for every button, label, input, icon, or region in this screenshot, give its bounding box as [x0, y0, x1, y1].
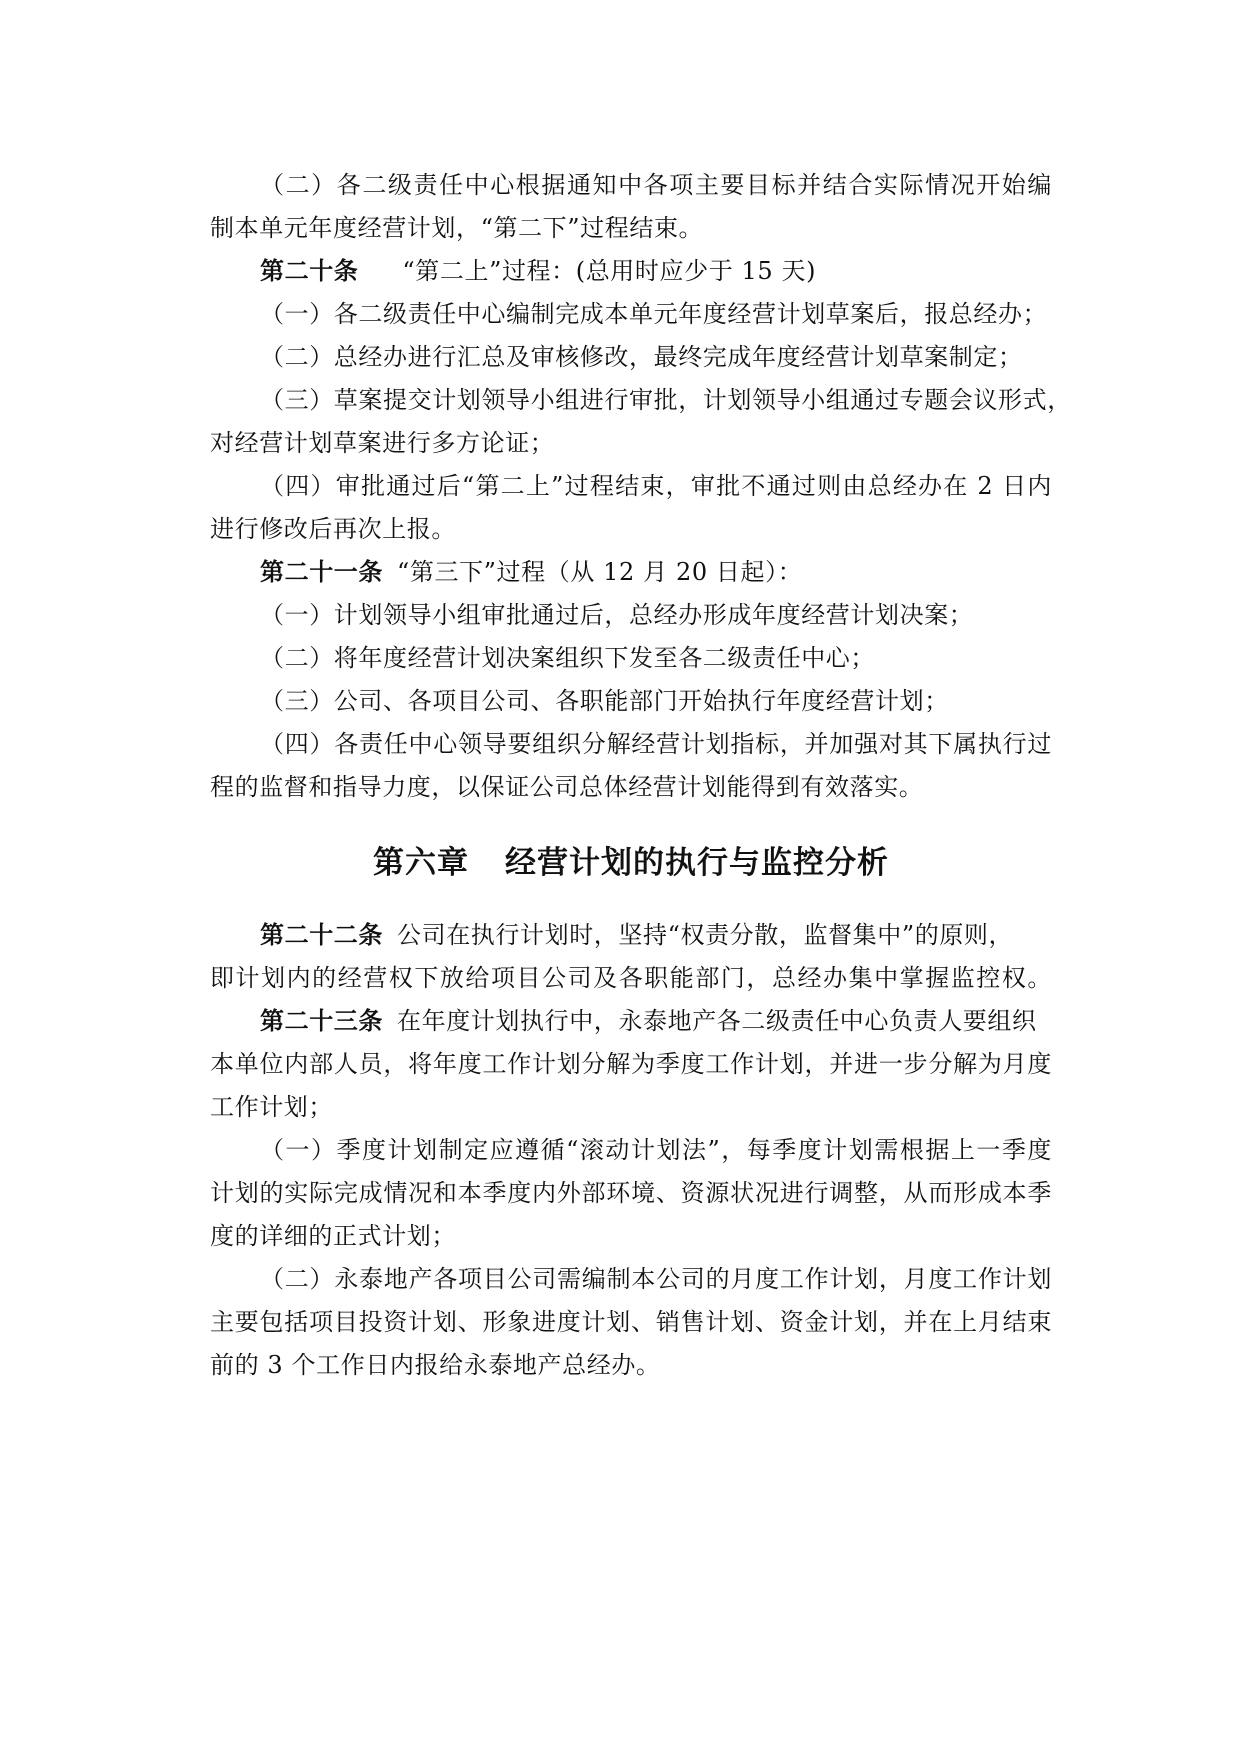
paragraph-line: 对经营计划草案进行多方论证； — [210, 429, 555, 457]
paragraph-line: 计划的实际完成情况和本季度内外部环境、资源状况进行调整，从而形成本季 — [210, 1179, 1052, 1207]
article-text: 公司在执行计划时，坚持“权责分散，监督集中”的原则， — [397, 921, 1014, 949]
paragraph-line: 程的监督和指导力度，以保证公司总体经营计划能得到有效落实。 — [210, 773, 924, 801]
paragraph-line: （二）永泰地产各项目公司需编制本公司的月度工作计划，月度工作计划 — [260, 1265, 1052, 1293]
chapter-title: 经营计划的执行与监控分析 — [505, 845, 889, 881]
article-label: 第二十三条 — [260, 1006, 383, 1035]
paragraph-line: 工作计划； — [210, 1093, 333, 1121]
paragraph-line: （四）各责任中心领导要组织分解经营计划指标，并加强对其下属执行过 — [260, 730, 1052, 758]
paragraph-line: （一）计划领导小组审批通过后，总经办形成年度经营计划决案； — [260, 601, 974, 629]
paragraph-line: （三）公司、各项目公司、各职能部门开始执行年度经营计划； — [260, 687, 949, 715]
paragraph-line: （二）将年度经营计划决案组织下发至各二级责任中心； — [260, 644, 875, 672]
paragraph-line: 前的 3 个工作日内报给永泰地产总经办。 — [210, 1351, 661, 1379]
paragraph-line: 度的详细的正式计划； — [210, 1222, 456, 1250]
paragraph-line: 进行修改后再次上报。 — [210, 515, 456, 543]
paragraph-line: （四）审批通过后“第二上”过程结束，审批不通过则由总经办在 2 日内 — [260, 472, 1052, 500]
paragraph-line: （一）季度计划制定应遵循“滚动计划法”，每季度计划需根据上一季度 — [260, 1136, 1052, 1164]
paragraph-line: 制本单元年度经营计划，“第二下”过程结束。 — [210, 214, 704, 242]
chapter-number: 第六章 — [373, 845, 469, 881]
article-text: “第二上”过程：(总用时应少于 15 天) — [402, 257, 817, 285]
paragraph-line: 本单位内部人员，将年度工作计划分解为季度工作计划，并进一步分解为月度 — [210, 1050, 1052, 1078]
article-label: 第二十一条 — [260, 557, 383, 586]
article-text: 在年度计划执行中，永泰地产各二级责任中心负责人要组织 — [397, 1007, 1037, 1035]
article-label: 第二十二条 — [260, 920, 383, 949]
article-label: 第二十条 — [260, 256, 359, 285]
article-22 — [260, 920, 1013, 950]
article-21 — [260, 557, 802, 587]
paragraph-line: 即计划内的经营权下放给项目公司及各职能部门，总经办集中掌握监控权。 — [210, 964, 1052, 992]
paragraph-line: （三）草案提交计划领导小组进行审批，计划领导小组通过专题会议形式， — [260, 386, 1072, 414]
paragraph-line: （一）各二级责任中心编制完成本单元年度经营计划草案后，报总经办； — [260, 300, 1048, 328]
article-text: “第三下”过程（从 12 月 20 日起）： — [397, 558, 803, 586]
article-20 — [260, 256, 816, 286]
chapter-heading — [210, 843, 1052, 883]
paragraph-line: 主要包括项目投资计划、形象进度计划、销售计划、资金计划，并在上月结束 — [210, 1308, 1052, 1336]
article-23 — [260, 1006, 1037, 1036]
paragraph-line: （二）总经办进行汇总及审核修改，最终完成年度经营计划草案制定； — [260, 343, 1023, 371]
paragraph-line: （二）各二级责任中心根据通知中各项主要目标并结合实际情况开始编 — [260, 171, 1052, 199]
